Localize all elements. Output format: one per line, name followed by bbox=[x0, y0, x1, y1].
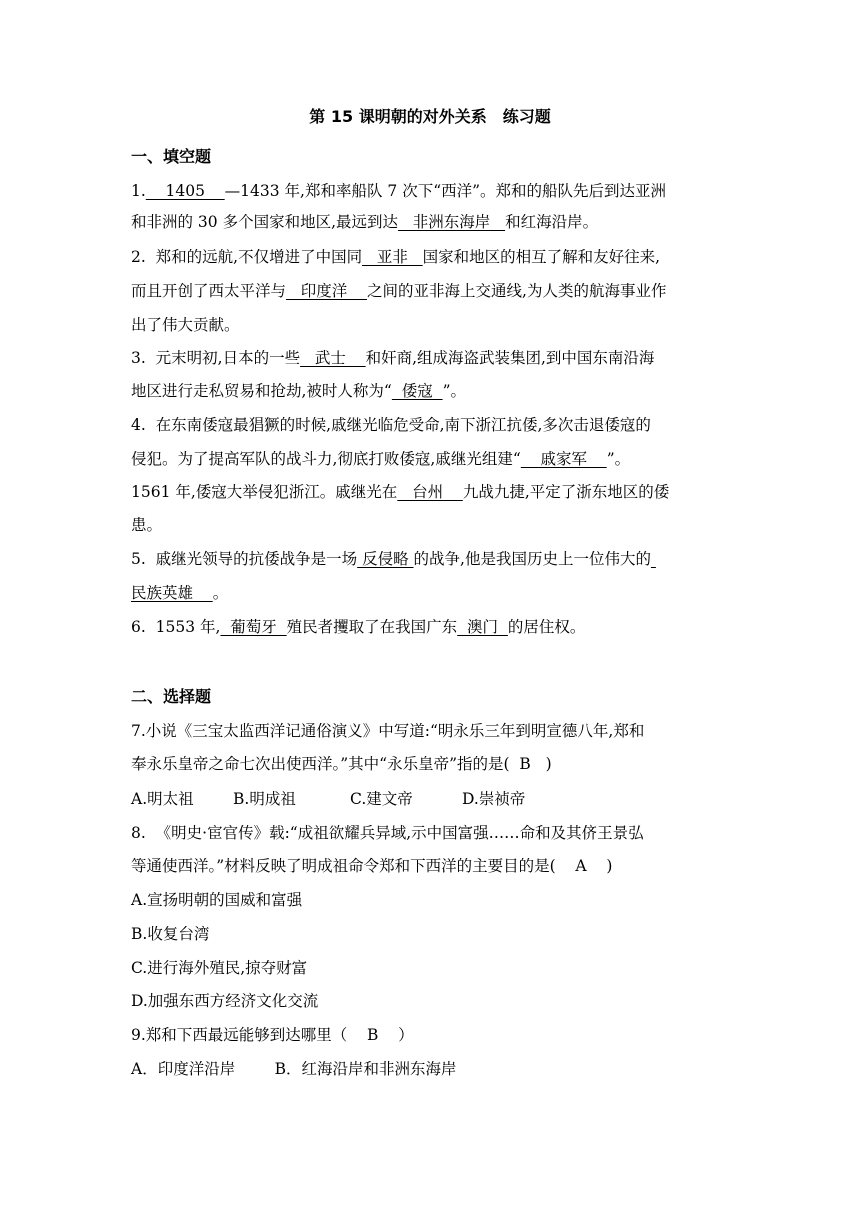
q2-line1 bbox=[131, 246, 660, 268]
q2-line3: 出了伟大贡献。 bbox=[131, 316, 240, 334]
q9-options: A．印度洋沿岸 B．红海沿岸和非洲东海岸 bbox=[131, 1060, 457, 1078]
q7-line1: 7.小说《三宝太监西洋记通俗演义》中写道:“明永乐三年到明宣德八年,郑和 bbox=[131, 722, 645, 740]
q8-line1: 8. 《明史·宦官传》载:“成祖欲耀兵异域,示中国富强……命和及其侪王景弘 bbox=[131, 824, 644, 842]
q2-text-4: 之间的亚非海上交通线,为人类的航海事业作 bbox=[367, 282, 667, 300]
q6-text-2: 殖民者攫取了在我国广东 bbox=[286, 618, 458, 636]
q5-text-2: 的战争,他是我国历史上一位伟大的 bbox=[413, 550, 651, 568]
q6-line1 bbox=[131, 616, 585, 638]
q1-number: 1. bbox=[131, 182, 146, 200]
q3-line2 bbox=[131, 380, 466, 402]
q1-blank-1: 1405 bbox=[145, 182, 225, 200]
q1-line1 bbox=[131, 180, 666, 202]
q7-line2: 奉永乐皇帝之命七次出使西洋。”其中“永乐皇帝”指的是( B ) bbox=[131, 755, 552, 773]
q1-text: —1433 年,郑和率船队 7 次下“西洋”。郑和的船队先后到达亚洲 bbox=[224, 182, 667, 200]
q5-blank-2: 民族英雄 bbox=[131, 584, 213, 602]
q5-text-3: 。 bbox=[212, 584, 229, 602]
q2-line2 bbox=[131, 280, 666, 302]
section-choice-heading: 二、选择题 bbox=[131, 687, 212, 706]
q7-options: A.明太祖 B.明成祖 C.建文帝 D.崇祯帝 bbox=[131, 790, 526, 808]
q8-line2: 等通使西洋。”材料反映了明成祖命令郑和下西洋的主要目的是( A ) bbox=[131, 857, 613, 875]
q3-text: 3. 元末明初,日本的一些 bbox=[131, 349, 301, 367]
q4-text-2: ”。 bbox=[606, 450, 631, 468]
q6-text-3: 的居住权。 bbox=[507, 618, 586, 636]
q3-blank-2: 倭寇 bbox=[391, 382, 443, 400]
q3-text-4: ”。 bbox=[442, 382, 467, 400]
q1-text-2: 和非洲的 30 多个国家和地区,最远到达 bbox=[131, 213, 399, 231]
q4-text-4: 九战九捷,平定了浙东地区的倭 bbox=[462, 483, 670, 501]
q3-line1 bbox=[131, 347, 654, 369]
q6-blank-2: 澳门 bbox=[457, 618, 508, 636]
q1-text-3: 和红海沿岸。 bbox=[505, 213, 599, 231]
q8-option-c: C.进行海外殖民,掠夺财富 bbox=[131, 959, 308, 977]
q6-text: 6. 1553 年, bbox=[131, 618, 221, 636]
q4-line3 bbox=[131, 481, 669, 503]
section-fill-in-heading: 一、填空题 bbox=[131, 147, 212, 166]
q6-blank-1: 葡萄牙 bbox=[220, 618, 287, 636]
q2-blank-2: 印度洋 bbox=[286, 282, 368, 300]
q9-line1: 9.郑和下西最远能够到达哪里（ B ） bbox=[131, 1026, 414, 1044]
q5-blank-2-start bbox=[651, 550, 656, 568]
q3-blank-1: 武士 bbox=[300, 349, 366, 367]
q5-line1 bbox=[131, 548, 656, 570]
q8-option-b: B.收复台湾 bbox=[131, 925, 210, 943]
q1-blank-2: 非洲东海岸 bbox=[398, 213, 506, 231]
q8-option-d: D.加强东西方经济文化交流 bbox=[131, 992, 319, 1010]
q4-text: 侵犯。为了提高军队的战斗力,彻底打败倭寇,戚继光组建“ bbox=[131, 450, 521, 468]
q5-line2 bbox=[131, 582, 228, 604]
q3-text-3: 地区进行走私贸易和抢劫,被时人称为“ bbox=[131, 382, 392, 400]
q3-text-2: 和奸商,组成海盗武装集团,到中国东南沿海 bbox=[365, 349, 655, 367]
q2-text-3: 而且开创了西太平洋与 bbox=[131, 282, 287, 300]
q4-line4: 患。 bbox=[131, 516, 163, 534]
q2-text: 2. 郑和的远航,不仅增进了中国同 bbox=[131, 248, 363, 266]
q4-blank-2: 台州 bbox=[397, 483, 463, 501]
q2-blank-1: 亚非 bbox=[362, 248, 423, 266]
page-title: 第 15 课明朝的对外关系 练习题 bbox=[309, 107, 551, 126]
q4-blank-1: 戚家军 bbox=[520, 450, 607, 468]
q4-text-3: 1561 年,倭寇大举侵犯浙江。戚继光在 bbox=[131, 483, 398, 501]
q8-option-a: A.宣扬明朝的国威和富强 bbox=[131, 891, 303, 909]
q5-blank-1: 反侵略 bbox=[357, 550, 414, 568]
q4-line1: 4. 在东南倭寇最猖獗的时候,戚继光临危受命,南下浙江抗倭,多次击退倭寇的 bbox=[131, 416, 651, 434]
q1-line2 bbox=[131, 211, 598, 233]
q4-line2 bbox=[131, 448, 630, 470]
q5-text: 5. 戚继光领导的抗倭战争是一场 bbox=[131, 550, 358, 568]
q2-text-2: 国家和地区的相互了解和友好往来, bbox=[422, 248, 661, 266]
